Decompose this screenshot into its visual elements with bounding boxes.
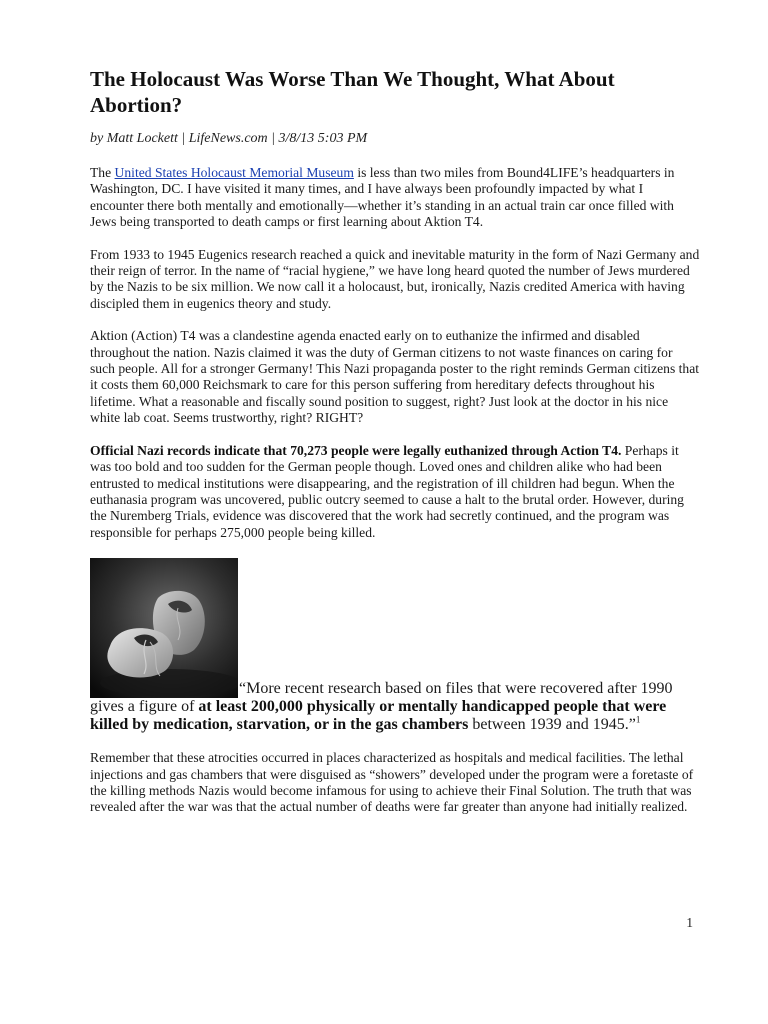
- article-byline: by Matt Lockett | LifeNews.com | 3/8/13 5:03 PM: [90, 131, 368, 146]
- paragraph-1-start: The: [90, 165, 115, 180]
- paragraph-3: Aktion (Action) T4 was a clandestine agenda enacted early on to euthanize the infirmed and disabled throughout the nation. Nazis claimed it was the duty of German citizens to not waste finances on caring for such people. All for a stronger Germany! This Nazi propaganda poster to the right reminds German citizens that it costs them 60,000 Reichsmark to care for this person suffering from hereditary defects throughout his lifetime. What a reasonable and fiscally sound position to suggest, right? Just look at the doctor in his nice white lab coat. Seems trustworthy, right? RIGHT?: [90, 328, 700, 426]
- paragraph-6: Remember that these atrocities occurred in places characterized as hospitals and medical facilities. The lethal injections and gas chambers that were disguised as “showers” developed under the program were a foretaste of the killing methods Nazis would become infamous for using to achieve their Final Solution. The truth that was revealed after the war was that the actual number of deaths were far greater than anyone had initially realized.: [90, 750, 694, 815]
- article-title: The Holocaust Was Worse Than We Thought, What About Abortion?: [90, 67, 615, 117]
- paragraph-5-bold: at least 200,000 physically or mentally handicapped people that were killed by medication, starvation, or in the gas chambers: [90, 698, 667, 734]
- page-number: 1: [686, 915, 693, 930]
- museum-link[interactable]: United States Holocaust Memorial Museum: [114, 165, 354, 180]
- footnote-marker: 1: [635, 714, 641, 725]
- baby-shoes-photo: [90, 558, 238, 698]
- paragraph-1-end: is less than two miles from Bound4LIFE’s headquarters in Washington, DC. I have visited it many times, and I have always been profoundly impacted by what I encounter there both mentally and emotionally—whether it’s standing in an actual train car once filled with Jews being transported to death camps or first learning about Aktion T4.: [90, 165, 675, 230]
- paragraph-2: From 1933 to 1945 Eugenics research reached a quick and inevitable maturity in the form of Nazi Germany and their reign of terror. In the name of “racial hygiene,” we have long heard quoted the number of Jews murdered by the Nazis to be six million. We now call it a holocaust, but, ironically, Nazis credited America with having discipled them in eugenics theory and study.: [90, 246, 700, 311]
- document-page: [90, 66, 700, 816]
- paragraph-5-end: between 1939 and 1945.”: [468, 716, 636, 734]
- paragraph-5-start: “More recent research based on files that were recovered after 1990 gives a figure of: [90, 680, 673, 716]
- paragraph-4-bold: Official Nazi records indicate that 70,273 people were legally euthanized through Action T4.: [90, 442, 622, 458]
- paragraph-4-rest: Perhaps it was too bold and too sudden for the German people though. Loved ones and children alike who had been entrusted to medical institutions were disappearing, and the registration of ill children had begun. When the euthanasia program was uncovered, public outcry seemed to cause a halt to the brutal order. However, during the Nuremberg Trials, evidence was discovered that the work had secretly continued, and the program was responsible for perhaps 275,000 people being killed.: [90, 442, 684, 540]
- paragraph-4: [90, 443, 700, 541]
- figure-paragraph: [90, 558, 700, 734]
- paragraph-1: [90, 165, 700, 231]
